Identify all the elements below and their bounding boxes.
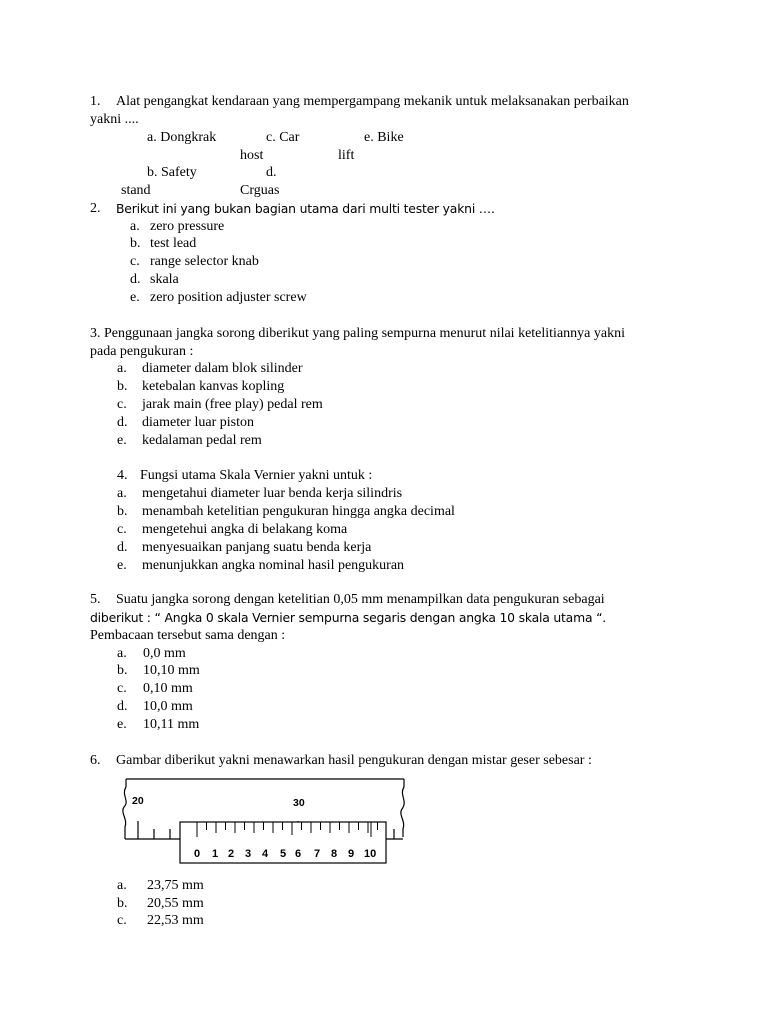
q2-number: 2.	[90, 201, 101, 216]
q5-option-text: 10,0 mm	[143, 699, 193, 714]
q5-option-letter: e.	[117, 717, 127, 732]
q3-option-letter: b.	[117, 379, 128, 394]
main-scale-right-break	[401, 787, 404, 837]
q5-text-line1: Suatu jangka sorong dengan ketelitian 0,05 mm menampilkan data pengukuran sebagai	[116, 592, 605, 607]
q5-number: 5.	[90, 592, 101, 607]
q1-text-line2: yakni ....	[90, 112, 139, 127]
vernier-label: 7	[314, 848, 321, 860]
vernier-label: 1	[212, 848, 219, 860]
q5-option-text: 10,10 mm	[143, 663, 200, 678]
q1-number: 1.	[90, 94, 101, 109]
q3-option-letter: c.	[117, 397, 127, 412]
q5-text-line3: Pembacaan tersebut sama dengan :	[90, 628, 286, 643]
q1-option-a: a. Dongkrak	[147, 130, 217, 145]
q4-text: Fungsi utama Skala Vernier yakni untuk :	[140, 468, 373, 483]
q3-option-letter: e.	[117, 433, 127, 448]
q5-option-letter: c.	[117, 681, 127, 696]
q4-option-text: menunjukkan angka nominal hasil pengukuran	[142, 558, 405, 573]
q6-option-text: 23,75 mm	[147, 878, 204, 893]
q4-option-letter: b.	[117, 504, 128, 519]
q4-option-letter: d.	[117, 540, 128, 555]
q2-option-letter: b.	[130, 236, 141, 251]
q4-option-letter: c.	[117, 522, 127, 537]
q6-option-letter: b.	[117, 896, 128, 911]
q6-option-letter: c.	[117, 913, 127, 928]
q1-option-c: c. Car	[266, 130, 300, 145]
q3-option-text: ketebalan kanvas kopling	[142, 379, 285, 394]
vernier-label: 0	[194, 848, 201, 860]
q1-option-b: b. Safety	[147, 165, 197, 180]
main-scale-label: 20	[132, 795, 144, 807]
vernier-label: 10	[364, 848, 377, 860]
q3-option-text: jarak main (free play) pedal rem	[142, 397, 323, 412]
q3-option-text: diameter dalam blok silinder	[142, 361, 303, 376]
vernier-label: 2	[228, 848, 235, 860]
q4-option-text: mengetehui angka di belakang koma	[142, 522, 348, 537]
vernier-label: 9	[348, 848, 355, 860]
q4-option-text: menambah ketelitian pengukuran hingga angka decimal	[142, 504, 455, 519]
q2-option-letter: a.	[130, 219, 140, 234]
main-scale-label: 30	[293, 797, 305, 809]
main-scale-left-break	[123, 787, 126, 839]
q5-option-letter: b.	[117, 663, 128, 678]
q4-option-text: mengetahui diameter luar benda kerja silindris	[142, 486, 403, 501]
q4-option-letter: a.	[117, 486, 127, 501]
q4-number: 4.	[117, 468, 128, 483]
q6-option-letter: a.	[117, 878, 127, 893]
q1-option-d: d.	[266, 165, 277, 180]
q3-option-text: kedalaman pedal rem	[142, 433, 262, 448]
vernier-label: 3	[245, 848, 252, 860]
q5-text-line2: diberikut : “ Angka 0 skala Vernier sempurna segaris dengan angka 10 skala utama “.	[90, 610, 607, 625]
q3-option-letter: a.	[117, 361, 127, 376]
q1-option-b-cont: stand	[121, 183, 151, 198]
q2-option-text: zero position adjuster screw	[150, 290, 307, 305]
q6-text: Gambar diberikut yakni menawarkan hasil pengukuran dengan mistar geser sebesar :	[116, 753, 592, 768]
q6-option-text: 22,53 mm	[147, 913, 204, 928]
q4-option-text: menyesuaikan panjang suatu benda kerja	[142, 540, 372, 555]
q5-option-text: 0,0 mm	[143, 646, 186, 661]
q1-text-line1: Alat pengangkat kendaraan yang mempergampang mekanik untuk melaksanakan perbaikan	[116, 94, 629, 109]
q1-option-e: e. Bike	[364, 130, 404, 145]
q5-option-text: 0,10 mm	[143, 681, 193, 696]
q2-option-letter: c.	[130, 254, 140, 269]
q3-text-line1: 3. Penggunaan jangka sorong diberikut yang paling sempurna menurut nilai ketelitiannya yakni	[90, 326, 625, 341]
q1-option-d-cont: Crguas	[240, 183, 280, 198]
q6-option-text: 20,55 mm	[147, 896, 204, 911]
q2-option-letter: d.	[130, 272, 141, 287]
main-scale-outline	[126, 779, 404, 787]
q1-option-e-cont: lift	[338, 148, 355, 163]
vernier-label: 4	[262, 848, 269, 860]
q2-text: Berikut ini yang bukan bagian utama dari multi tester yakni ….	[116, 201, 495, 216]
q2-option-text: test lead	[150, 236, 197, 251]
vernier-label: 6	[295, 848, 302, 860]
q2-option-text: zero pressure	[150, 219, 225, 234]
vernier-label: 8	[331, 848, 338, 860]
q6-number: 6.	[90, 753, 101, 768]
q2-option-text: range selector knab	[150, 254, 259, 269]
q4-option-letter: e.	[117, 558, 127, 573]
q1-option-c-cont: host	[240, 148, 264, 163]
q3-option-text: diameter luar piston	[142, 415, 254, 430]
q2-option-text: skala	[150, 272, 179, 287]
q2-option-letter: e.	[130, 290, 140, 305]
q3-option-letter: d.	[117, 415, 128, 430]
q5-option-letter: d.	[117, 699, 128, 714]
q5-option-letter: a.	[117, 646, 127, 661]
q5-option-text: 10,11 mm	[143, 717, 200, 732]
vernier-label: 5	[280, 848, 287, 860]
q3-text-line2: pada pengukuran :	[90, 344, 194, 359]
vernier-caliper-figure	[118, 775, 410, 867]
